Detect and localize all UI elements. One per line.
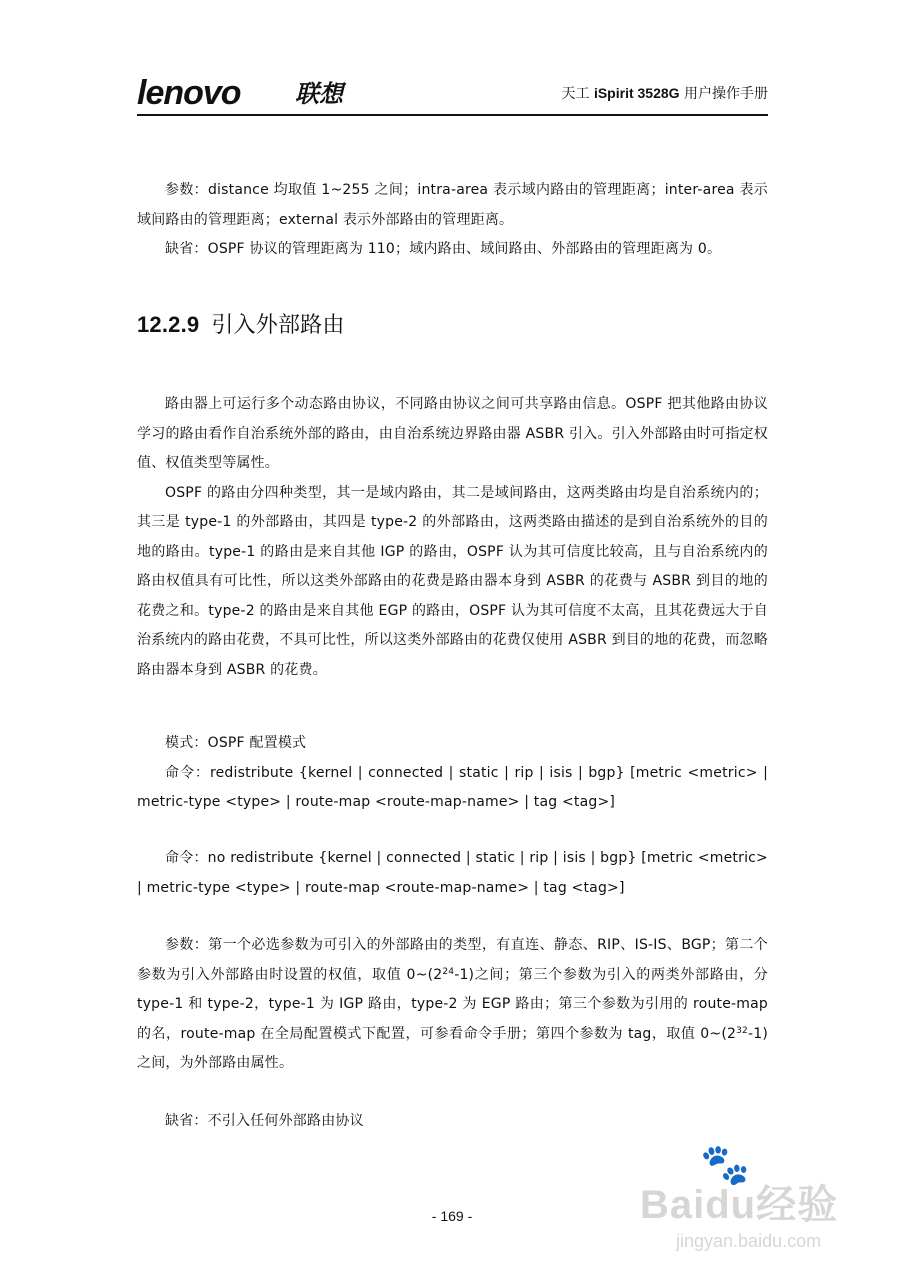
section-title: 引入外部路由 xyxy=(211,313,345,338)
default-block xyxy=(137,1107,768,1137)
manual-title xyxy=(562,84,769,103)
page-header xyxy=(137,70,768,116)
paw-icon: 🐾 xyxy=(700,1143,750,1187)
mode-line: 模式：OSPF 配置模式 xyxy=(165,735,307,751)
watermark-brand-2: du xyxy=(705,1183,757,1227)
paragraph-2: OSPF 的路由分四种类型，其一是域内路由，其二是域间路由，这两类路由均是自治系统内的；其三是 type-1 的外部路由，其四是 type-2 的外部路由，这两类路由描述的是到自治系统外的目的地的路由。type-1 的路由是来自其他 IGP 的路由，OSPF 认为其可信度比较高，且与自治系统内的路由权值具有可比性，所以这类外部路由的花费是路由器本身到 ASBR 的花费与 ASBR 到目的地的花费之和。type-2 的路由是来自其他 EGP 的路由，OSPF 认为其可信度不太高，且其花费远大于自治系统内的路由花费，不具可比性，所以这类外部路由的花费仅使用 ASBR 到目的地的花费，而忽略路由器本身到 ASBR 的花费。 xyxy=(137,484,768,678)
command-no-redistribute: 命令：no redistribute {kernel | connected | static | rip | isis | bgp} [metric <metric> | metric-type <type> | route-map <route-map-name> | tag <tag>] xyxy=(137,850,768,896)
command-redistribute: 命令：redistribute {kernel | connected | static | rip | isis | bgp} [metric <metric> | metric-type <type> | route-map <route-map-name> | tag <tag>] xyxy=(137,764,768,810)
command-no-block xyxy=(137,844,768,903)
intro-default: 缺省：OSPF 协议的管理距离为 110；域内路由、域间路由、外部路由的管理距离为 0。 xyxy=(165,241,722,257)
params-text-3: -1)之间，为外部路由属性。 xyxy=(137,1025,768,1071)
params-block xyxy=(137,931,768,1079)
params-sup-2: 32 xyxy=(736,1025,748,1036)
watermark-brand-cn: 经验 xyxy=(756,1183,839,1227)
manual-title-prefix: 天工 xyxy=(561,86,594,102)
intro-params: 参数：distance 均取值 1~255 之间；intra-area 表示域内路由的管理距离；inter-area 表示域间路由的管理距离；external 表示外部路由的管理距离。 xyxy=(137,182,768,228)
params-text-1: 参数：第一个必选参数为可引入的外部路由的类型，有直连、静态、RIP、IS-IS、BGP；第二个参数为引入外部路由时设置的权值，取值 0~(2 xyxy=(137,937,768,983)
params-paragraph xyxy=(137,931,768,1079)
page-number: - 169 - xyxy=(431,1208,473,1224)
baidu-watermark xyxy=(630,1145,860,1265)
section-number: 12.2.9 xyxy=(137,312,200,337)
params-text-2: -1)之间；第三个参数为引入的两类外部路由，分 type-1 和 type-2，type-1 为 IGP 路由，type-2 为 EGP 路由；第三个参数为引用的 route-map 的名，route-map 在全局配置模式下配置，可参看命令手册；第四个参数为 tag，取值 0~(2 xyxy=(137,966,768,1042)
intro-block xyxy=(137,176,768,265)
lenovo-logo: lenovo xyxy=(137,74,241,112)
command-block xyxy=(137,729,768,818)
default-line: 缺省：不引入任何外部路由协议 xyxy=(165,1113,364,1129)
description-block xyxy=(137,390,768,685)
manual-title-suffix: 用户操作手册 xyxy=(679,86,768,102)
params-sup-1: 24 xyxy=(442,966,455,977)
manual-product-name: iSpirit 3528G xyxy=(593,85,680,101)
paragraph-1: 路由器上可运行多个动态路由协议，不同路由协议之间可共享路由信息。OSPF 把其他路由协议学习的路由看作自治系统外部的路由，由自治系统边界路由器 ASBR 引入。引入外部路由时可指定权值、权值类型等属性。 xyxy=(137,396,768,471)
watermark-url: jingyan.baidu.com xyxy=(676,1231,822,1251)
watermark-brand-1: Bai xyxy=(640,1183,706,1227)
section-heading xyxy=(137,310,345,341)
lenovo-logo-cn: 联想 xyxy=(295,80,343,108)
